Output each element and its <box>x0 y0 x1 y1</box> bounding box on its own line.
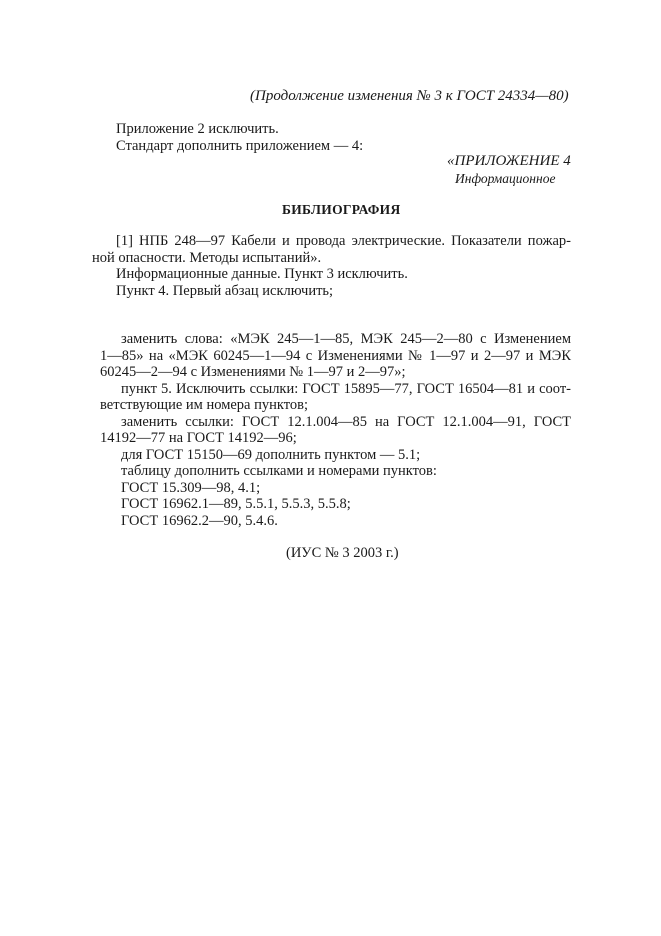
change-line-10: ГОСТ 15.309—98, 4.1; <box>121 480 261 496</box>
change-line-2: 1—85» на «МЭК 60245—1—94 с Изменениями № 1—97 и 2—97 и МЭК <box>100 348 571 364</box>
bibliography-heading: БИБЛИОГРАФИЯ <box>282 202 401 217</box>
continuation-header: (Продолжение изменения № 3 к ГОСТ 24334—80) <box>250 88 569 104</box>
change-line-11: ГОСТ 16962.1—89, 5.5.1, 5.5.3, 5.5.8; <box>121 496 351 512</box>
bibliography-info-line: Информационные данные. Пункт 3 исключить. <box>116 266 408 282</box>
bibliography-entry-line-1: [1] НПБ 248—97 Кабели и провода электрические. Показатели пожар- <box>116 233 571 249</box>
change-line-4: пункт 5. Исключить ссылки: ГОСТ 15895—77, ГОСТ 16504—81 и соот- <box>121 381 571 397</box>
intro-line-1: Приложение 2 исключить. <box>116 121 279 137</box>
change-line-3: 60245—2—94 с Изменениями № 1—97 и 2—97»; <box>100 364 406 380</box>
change-line-8: для ГОСТ 15150—69 дополнить пунктом — 5.1; <box>121 447 421 463</box>
appendix-subtitle: Информационное <box>455 171 556 186</box>
change-line-7: 14192—77 на ГОСТ 14192—96; <box>100 430 297 446</box>
bibliography-entry-line-2: ной опасности. Методы испытаний». <box>92 250 322 266</box>
bibliography-item4-line: Пункт 4. Первый абзац исключить; <box>116 283 334 299</box>
intro-line-2: Стандарт дополнить приложением — 4: <box>116 138 364 154</box>
appendix-title: «ПРИЛОЖЕНИЕ 4 <box>447 153 571 169</box>
change-line-12: ГОСТ 16962.2—90, 5.4.6. <box>121 513 278 529</box>
change-line-6: заменить ссылки: ГОСТ 12.1.004—85 на ГОСТ 12.1.004—91, ГОСТ <box>121 414 571 430</box>
change-line-1: заменить слова: «МЭК 245—1—85, МЭК 245—2—80 с Изменением <box>121 331 571 347</box>
change-line-9: таблицу дополнить ссылками и номерами пунктов: <box>121 463 437 479</box>
source-footer: (ИУС № 3 2003 г.) <box>286 545 399 561</box>
change-line-5: ветствующие им номера пунктов; <box>100 397 309 413</box>
